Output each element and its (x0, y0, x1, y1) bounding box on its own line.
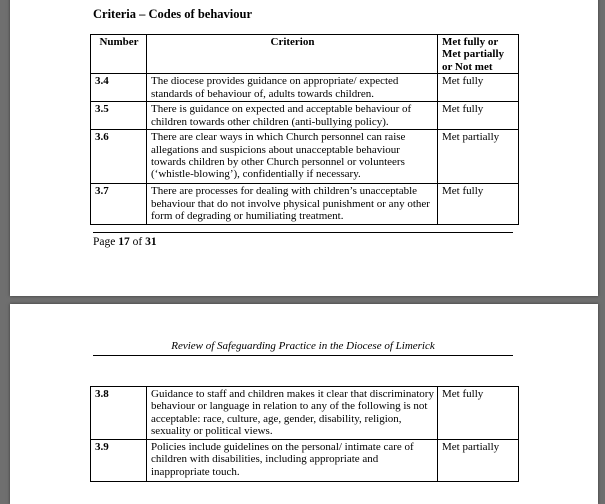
row-met-status: Met fully (438, 387, 519, 440)
document-page-17 (10, 0, 598, 296)
row-criterion: There are clear ways in which Church personnel can raise allegations and suspicions about unacceptable behaviour towards children by other Church personnel or volunteers (‘whistle-blowing’), confidentially if necessary. (147, 130, 438, 184)
page-total: 31 (145, 236, 157, 248)
running-header: Review of Safeguarding Practice in the Diocese of Limerick (171, 340, 435, 352)
row-number: 3.7 (91, 184, 147, 225)
column-header-number: Number (91, 35, 147, 74)
table-row (91, 102, 519, 130)
header-rule (93, 355, 513, 356)
row-criterion: There are processes for dealing with children’s unacceptable behaviour that do not involve physical punishment or any other form of degrading or humiliating treatment. (147, 184, 438, 225)
row-number: 3.9 (91, 440, 147, 482)
row-met-status: Met partially (438, 130, 519, 184)
page-number-footer (93, 236, 157, 248)
column-header-criterion: Criterion (147, 35, 438, 74)
table-row (91, 130, 519, 184)
criteria-table (90, 34, 519, 225)
section-heading: Criteria – Codes of behaviour (93, 7, 253, 21)
row-met-status: Met fully (438, 74, 519, 102)
row-number: 3.8 (91, 387, 147, 440)
table-header-row (91, 35, 519, 74)
document-page-18 (10, 304, 598, 504)
row-criterion: The diocese provides guidance on appropriate/ expected standards of behaviour of, adults towards children. (147, 74, 438, 102)
row-criterion: Policies include guidelines on the personal/ intimate care of children with disabilities, including appropriate and inappropriate touch. (147, 440, 438, 482)
row-met-status: Met fully (438, 184, 519, 225)
row-met-status: Met partially (438, 440, 519, 482)
criteria-table-continued (90, 386, 519, 482)
row-number: 3.4 (91, 74, 147, 102)
row-criterion: Guidance to staff and children makes it clear that discriminatory behaviour or language in relation to any of the following is not acceptable: race, culture, age, gender, disability, religion, sexuality or political views. (147, 387, 438, 440)
column-header-met: Met fully or Met partially or Not met (438, 35, 519, 74)
table-row (91, 387, 519, 440)
table-row (91, 440, 519, 482)
row-met-status: Met fully (438, 102, 519, 130)
page-prefix: Page (93, 236, 119, 248)
row-number: 3.6 (91, 130, 147, 184)
page-current: 17 (118, 236, 130, 248)
page-of: of (129, 236, 146, 248)
row-number: 3.5 (91, 102, 147, 130)
table-row (91, 74, 519, 102)
footer-rule (93, 232, 513, 233)
row-criterion: There is guidance on expected and acceptable behaviour of children towards other children (anti-bullying policy). (147, 102, 438, 130)
table-row (91, 184, 519, 225)
